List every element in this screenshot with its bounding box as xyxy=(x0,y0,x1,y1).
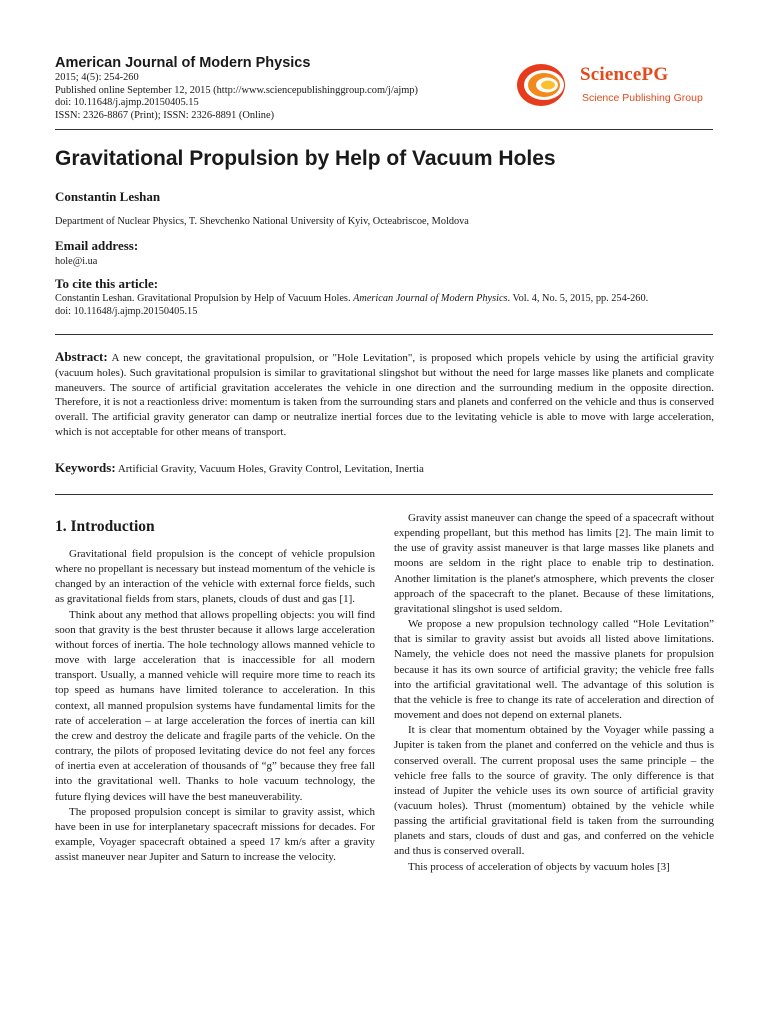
abstract-label: Abstract: xyxy=(55,349,108,364)
section-heading: 1. Introduction xyxy=(55,518,155,535)
body-paragraph: Think about any method that allows propelling objects: you will find soon that gravity is the best thruster because it allows large acceleration without forces of inertia. The hole technology allows manned vehicle to move with large acceleration that is inaccessible for all modern transport. Usually, a manned vehicle will require more time to reach its top speed as humans have limited tolerance to acceleration. In this context, all manned propulsion systems have fundamental limits for the rate of acceleration – at large acceleration the forces of inertia can kill the crew and destroy the delicate and fragile parts of the vehicle. On the contrary, the pilots of proposed levitating device do not feel any forces of inertia even at acceleration of thousands of “g” because they free fall into the gravitational well. Thanks to hole vacuum technology, the future flying devices will have the best maneuverability. xyxy=(55,608,375,803)
journal-title: American Journal of Modern Physics xyxy=(55,55,311,71)
header-divider xyxy=(55,129,713,130)
abstract-text: A new concept, the gravitational propulsion, or "Hole Levitation", is proposed which propels vehicle by using the artificial gravity (vacuum holes). Such gravitational propulsion is similar to gravitational slingshot but without the need for large masses like planets and complicate maneuvers. The source of artificial gravitation accelerates the vehicle in one direction and the surrounding medium in the opposite direction. Therefore, it is not a reactionless drive: momentum is taken from the surrounding stars and planets and conferred on the vehicle and thus is conserved overall. The artificial gravity generator can damp or neutralize inertial forces due to the levitating vehicle is able to move with large acceleration, which is not acceptable for other means of transport. xyxy=(55,352,714,438)
publisher-subtitle: Science Publishing Group xyxy=(582,92,703,104)
body-column-right xyxy=(394,511,714,875)
meta-issn: ISSN: 2326-8867 (Print); ISSN: 2326-8891 (Online) xyxy=(55,109,275,121)
body-paragraph: We propose a new propulsion technology called “Hole Levitation” that is similar to gravity assist but avoids all listed above limitations. Namely, the vehicle does not need the massive planets for propulsion because it has its own source of artificial gravity; the vehicle free falls into the artificial gravitational well. The advantage of this solution is that the vehicle is free to change its rate of acceleration and direction of movement and does not depend on external planets. xyxy=(394,618,714,722)
citation-suffix: . Vol. 4, No. 5, 2015, pp. 254-260. xyxy=(507,293,649,304)
citation-journal: American Journal of Modern Physics xyxy=(353,293,508,304)
author-affiliation: Department of Nuclear Physics, T. Shevchenko National University of Kyiv, Octeabriscoe, Moldova xyxy=(55,216,469,227)
sciencepg-logo-icon xyxy=(514,60,572,110)
abstract-top-divider xyxy=(55,334,713,335)
body-paragraph: The proposed propulsion concept is similar to gravity assist, which have been in use for interplanetary spacecraft missions for decades. For example, Voyager spacecraft obtained a speed 17 km/s after a gravity assist maneuver near Jupiter and Saturn to increase the velocity. xyxy=(55,805,375,864)
meta-doi: doi: 10.11648/j.ajmp.20150405.15 xyxy=(55,97,199,108)
keywords-text: Artificial Gravity, Vacuum Holes, Gravity Control, Levitation, Inertia xyxy=(117,463,424,475)
abstract xyxy=(55,350,714,440)
citation-text xyxy=(55,293,715,318)
citation-doi: doi: 10.11648/j.ajmp.20150405.15 xyxy=(55,305,198,317)
email-label: Email address: xyxy=(55,238,139,253)
publisher-logo[interactable] xyxy=(514,58,714,118)
paper-title: Gravitational Propulsion by Help of Vacuum Holes xyxy=(55,147,556,170)
body-paragraph: Gravitational field propulsion is the concept of vehicle propulsion where no propellant is necessary but instead momentum of the vehicle is changed by an interaction of the vehicle with external force fields, such as gravitational fields from stars, planets, clouds of dust and gas [1]. xyxy=(55,548,375,606)
body-paragraph: It is clear that momentum obtained by the Voyager while passing a Jupiter is taken from the planet and conferred on the vehicle and thus is conserved overall. The current proposal uses the same principle – the vehicle free falls to the source of gravity. The only difference is that instead of Jupiter the vehicle uses its own source of artificial gravity (vacuum holes). Thrust (momentum) obtained by the vehicle while passing the artificial gravitational field is taken from the surrounding planets and stars, clouds of dust and gas, and conferred on the vehicle and thus is conserved overall. xyxy=(394,724,714,858)
meta-published[interactable]: Published online September 12, 2015 (http://www.sciencepublishinggroup.com/j/ajmp) xyxy=(55,84,418,96)
citation-label: To cite this article: xyxy=(55,276,159,291)
email-address[interactable]: hole@i.ua xyxy=(55,256,98,267)
body-column-left xyxy=(55,517,375,865)
abstract-bottom-divider xyxy=(55,494,713,495)
keywords xyxy=(55,460,714,477)
author-name: Constantin Leshan xyxy=(55,189,161,204)
meta-volume: 2015; 4(5): 254-260 xyxy=(55,72,139,83)
keywords-label: Keywords: xyxy=(55,460,116,475)
body-paragraph: This process of acceleration of objects by vacuum holes [3] xyxy=(408,860,670,873)
body-paragraph: Gravity assist maneuver can change the speed of a spacecraft without expending propellant, but this method has limits [2]. The main limit to the use of gravity assist maneuver is that large masses like planets and moons are seldom in the right place to enable trip to destination. Another limitation is the planet's atmosphere, which prevents the closer approach of the spacecraft to the planet. Because of these limitations, gravitational slingshot is used seldom. xyxy=(394,512,714,615)
journal-meta xyxy=(55,72,418,122)
citation-prefix: Constantin Leshan. Gravitational Propulsion by Help of Vacuum Holes. xyxy=(55,293,354,304)
publisher-name: SciencePG xyxy=(580,64,669,85)
